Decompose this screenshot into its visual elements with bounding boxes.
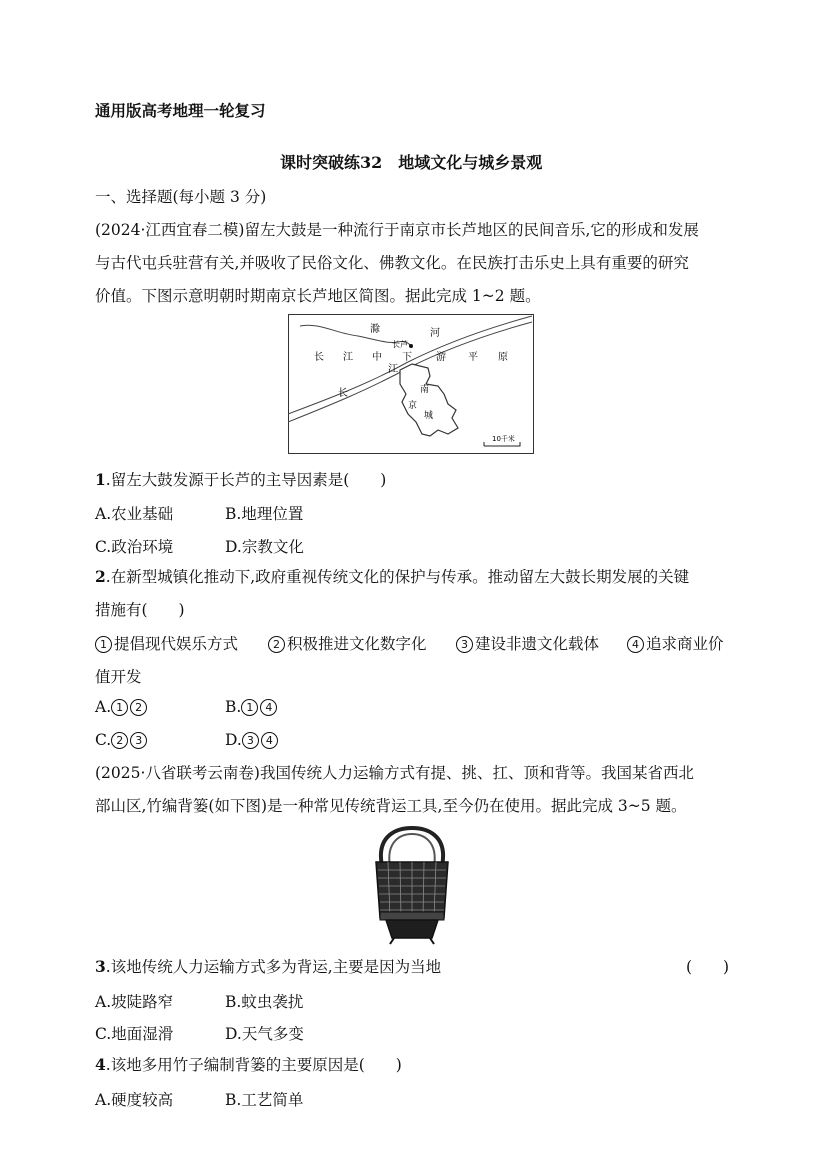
q2-option-d[interactable] xyxy=(225,731,280,749)
q2-stem-line1 xyxy=(95,567,689,587)
q2-choice-4 xyxy=(627,632,724,654)
label-nan: 南 xyxy=(420,385,430,395)
intro2-line1: (2025·八省联考云南卷)我国传统人力运输方式有提、挑、扛、顶和背等。我国某省西北 xyxy=(95,764,694,782)
q3-number: 3 xyxy=(95,957,106,976)
label-jiang: 江 xyxy=(343,352,353,363)
q3-option-d[interactable] xyxy=(225,1022,304,1044)
q3-option-a[interactable] xyxy=(95,990,173,1012)
scale-label: 10千米 xyxy=(492,435,515,443)
q3-option-c[interactable] xyxy=(95,1022,173,1044)
q1-stem xyxy=(95,470,386,490)
label-he: 河 xyxy=(430,328,440,339)
q4-option-b[interactable] xyxy=(225,1088,303,1110)
q1-option-c-text: 政治环境 xyxy=(111,538,174,556)
intro1-line2: 与古代屯兵驻营有关,并吸收了民俗文化、佛教文化。在民族打击乐史上具有重要的研究 xyxy=(95,254,689,272)
q4-option-b-text: 工艺简单 xyxy=(241,1091,304,1109)
basket-feet xyxy=(390,938,434,944)
label-ping: 平 xyxy=(468,352,478,363)
q2-option-d-mark-1: 3 xyxy=(242,732,259,749)
q3-option-c-text: 地面湿滑 xyxy=(111,1025,174,1043)
q2-option-b[interactable] xyxy=(225,698,279,716)
q2-option-c[interactable] xyxy=(95,731,149,749)
q1-option-a[interactable] xyxy=(95,502,173,524)
q2-stem-text: .在新型城镇化推动下,政府重视传统文化的保护与传承。推动留左大鼓长期发展的关键 xyxy=(105,568,690,586)
q2-option-c-mark-2: 3 xyxy=(130,732,147,749)
q1-number: 1 xyxy=(95,470,106,489)
label-chu: 滁 xyxy=(370,324,380,335)
q2-choice-3-mark: 3 xyxy=(456,636,473,653)
q2-option-d-letter: D. xyxy=(225,731,242,749)
q3-option-b[interactable] xyxy=(225,990,303,1012)
q1-option-a-letter: A. xyxy=(95,505,112,523)
q2-choice-4-continuation: 值开发 xyxy=(95,668,142,686)
q2-choice-2-text: 积极推进文化数字化 xyxy=(287,635,427,653)
q4-option-a-text: 硬度较高 xyxy=(111,1091,174,1109)
q3-option-b-letter: B. xyxy=(225,993,242,1011)
label-zhong: 中 xyxy=(372,352,382,363)
q2-option-a-mark-1: 1 xyxy=(111,699,128,716)
changlu-map-figure xyxy=(288,314,534,454)
q2-choice-1 xyxy=(95,632,238,654)
q3-option-d-text: 天气多变 xyxy=(241,1025,304,1043)
q2-number: 2 xyxy=(95,567,106,586)
label-chang-river: 长 xyxy=(338,388,348,399)
intro1-line3: 价值。下图示意明朝时期南京长芦地区简图。据此完成 1~2 题。 xyxy=(95,287,541,305)
document-header: 通用版高考地理一轮复习 xyxy=(95,101,266,120)
section-heading: 一、选择题(每小题 3 分) xyxy=(95,188,267,206)
intro1-line1: (2024·江西宜春二模)留左大鼓是一种流行于南京市长芦地区的民间音乐,它的形成和发展 xyxy=(95,221,699,239)
q4-option-a-letter: A. xyxy=(95,1091,112,1109)
q1-option-a-text: 农业基础 xyxy=(111,505,174,523)
q4-option-a[interactable] xyxy=(95,1088,173,1110)
basket-rim xyxy=(380,912,444,920)
q3-answer-blank[interactable]: ( ) xyxy=(686,958,730,976)
q2-choice-1-mark: 1 xyxy=(95,636,112,653)
q1-stem-text: .留左大鼓发源于长芦的主导因素是( ) xyxy=(105,471,387,489)
q1-option-c-letter: C. xyxy=(95,538,112,556)
q2-choice-2-mark: 2 xyxy=(268,636,285,653)
q2-choice-3 xyxy=(456,632,599,654)
q1-option-b-letter: B. xyxy=(225,505,242,523)
q1-option-c[interactable] xyxy=(95,535,173,557)
q4-stem-text: .该地多用竹子编制背篓的主要原因是( ) xyxy=(105,1056,402,1074)
lesson-title: 课时突破练32 地域文化与城乡景观 xyxy=(280,153,543,172)
q2-choice-3-text: 建设非遗文化载体 xyxy=(475,635,600,653)
q3-option-d-letter: D. xyxy=(225,1025,242,1043)
intro2-line2: 部山区,竹编背篓(如下图)是一种常见传统背运工具,至今仍在使用。据此完成 3~5 题。 xyxy=(95,797,687,815)
label-you: 游 xyxy=(436,352,446,363)
label-yuan: 原 xyxy=(498,352,508,363)
q1-option-b-text: 地理位置 xyxy=(241,505,304,523)
q2-option-b-mark-2: 4 xyxy=(260,699,277,716)
q3-option-b-text: 蚊虫袭扰 xyxy=(241,993,304,1011)
q1-option-d-text: 宗教文化 xyxy=(241,538,304,556)
q1-option-d-letter: D. xyxy=(225,538,242,556)
q2-option-d-mark-2: 4 xyxy=(261,732,278,749)
q4-stem xyxy=(95,1055,402,1075)
q3-stem-text: .该地传统人力运输方式多为背运,主要是因为当地 xyxy=(105,958,442,976)
q1-option-d[interactable] xyxy=(225,535,304,557)
changlu-point xyxy=(409,344,413,348)
q2-option-a-letter: A. xyxy=(95,698,112,716)
q2-stem-line2: 措施有( ) xyxy=(95,601,185,619)
label-changlu: 长芦 xyxy=(392,340,408,349)
label-xia: 下 xyxy=(402,352,412,363)
label-jiang-river: 江 xyxy=(388,364,398,375)
q2-option-b-letter: B. xyxy=(225,698,242,716)
q2-option-c-letter: C. xyxy=(95,731,112,749)
q3-stem xyxy=(95,957,441,977)
q3-option-a-text: 坡陡路窄 xyxy=(111,993,174,1011)
q2-option-c-mark-1: 2 xyxy=(111,732,128,749)
basket-strap-inner xyxy=(389,834,434,866)
label-chang: 长 xyxy=(314,352,324,363)
q4-option-b-letter: B. xyxy=(225,1091,242,1109)
q2-choice-4-text: 追求商业价 xyxy=(646,635,724,653)
label-cheng: 城 xyxy=(424,411,434,421)
q3-option-a-letter: A. xyxy=(95,993,112,1011)
q2-option-a[interactable] xyxy=(95,698,149,716)
q2-option-b-mark-1: 1 xyxy=(241,699,258,716)
q2-choice-2 xyxy=(268,632,427,654)
q1-option-b[interactable] xyxy=(225,502,303,524)
label-jing: 京 xyxy=(408,401,418,411)
q2-choice-1-text: 提倡现代娱乐方式 xyxy=(114,635,239,653)
q3-option-c-letter: C. xyxy=(95,1025,112,1043)
bamboo-back-basket-image xyxy=(366,826,458,946)
q2-option-a-mark-2: 2 xyxy=(130,699,147,716)
q2-choice-4-mark: 4 xyxy=(627,636,644,653)
basket-base xyxy=(386,920,438,938)
q4-number: 4 xyxy=(95,1055,106,1074)
